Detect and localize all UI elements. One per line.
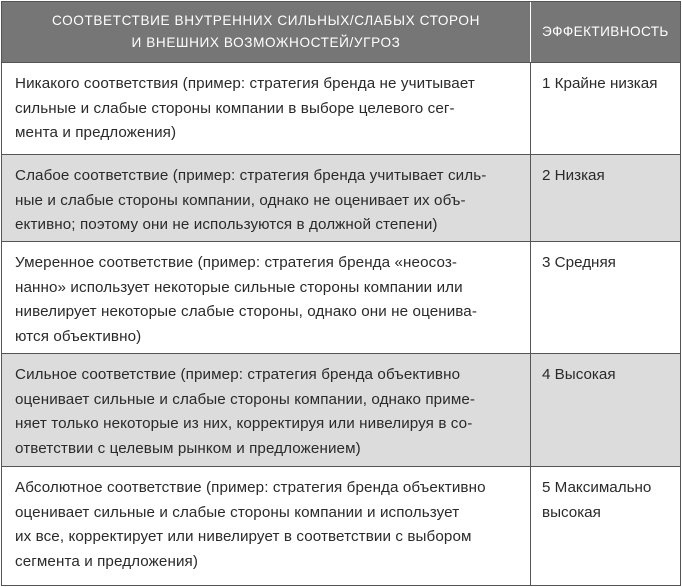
table-row [2,242,680,354]
row-rating: 2 Низкая [542,167,605,184]
table-row [2,63,680,155]
header-effectiveness: ЭФФЕКТИВНОСТЬ [542,24,669,39]
row-description: Сильное соответствие (пример: стратегия бренда объективно оценивает сильные и слабые стороны компании, однако приме- няет только некоторые из них, корректируя или нивелируя в со- ответствии с целевым рынком и предложением) [2,354,531,466]
row-rating: 4 Высокая [542,366,616,383]
row-rating: 3 Средняя [542,254,616,271]
row-description: Никакого соответствия (пример: стратегия бренда не учитывает сильные и слабые стороны компании в выборе целевого сег- мента и предложения) [2,63,531,154]
table-row [2,467,680,585]
table-header-row [2,2,680,63]
effectiveness-table [1,1,681,586]
row-rating: 5 Максимально высокая [542,479,652,521]
table-row [2,354,680,467]
row-description: Умеренное соответствие (пример: стратегия бренда «неосоз- нанно» использует некоторые сильные стороны компании или нивелирует некоторые слабые стороны, однако они не оценива- ются объективно) [2,242,531,353]
table-row [2,155,680,242]
row-rating: 1 Крайне низкая [542,75,658,92]
row-description: Абсолютное соответствие (пример: стратегия бренда объективно оценивает сильные и слабые стороны компании и использует их все, корректирует или нивелирует в соответствии с выбором сегмента и предложения) [2,467,531,585]
row-description: Слабое соответствие (пример: стратегия бренда учитывает силь- ные и слабые стороны компании, однако не оценивает их объ- ективно; поэтому они не используются в должной степени) [2,155,531,241]
header-criterion: СООТВЕТСТВИЕ ВНУТРЕННИХ СИЛЬНЫХ/СЛАБЫХ СТОРОН И ВНЕШНИХ ВОЗМОЖНОСТЕЙ/УГРОЗ [2,2,531,62]
